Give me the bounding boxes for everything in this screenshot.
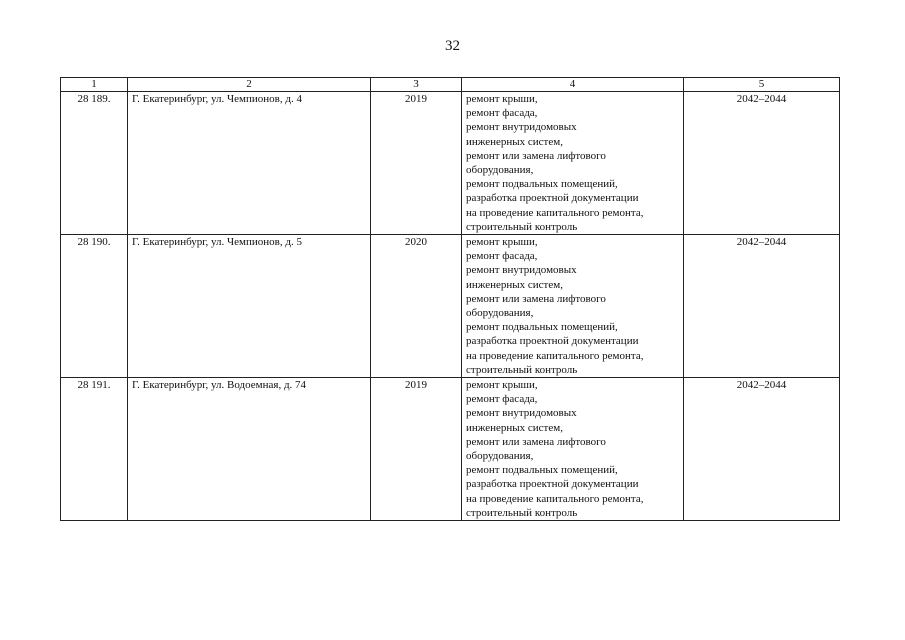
work-item: ремонт внутридомовых [466, 121, 577, 134]
work-item: оборудования, [466, 450, 534, 463]
commission-year: 2019 [371, 378, 462, 521]
repair-period: 2042–2044 [684, 235, 840, 378]
commission-year: 2019 [371, 92, 462, 235]
work-item: ремонт подвальных помещений, [466, 321, 618, 334]
work-item: строительный контроль [466, 506, 578, 519]
column-header-1: 1 [61, 78, 128, 92]
table-row [61, 235, 840, 378]
work-item: инженерных систем, [466, 135, 563, 148]
row-number: 28 190. [61, 235, 128, 378]
work-item: ремонт подвальных помещений, [466, 178, 618, 191]
column-header-4: 4 [462, 78, 684, 92]
building-address: Г. Екатеринбург, ул. Водоемная, д. 74 [128, 378, 371, 521]
work-item: ремонт крыши, [466, 379, 538, 392]
work-item: ремонт фасада, [466, 250, 538, 263]
work-item: на проведение капитального ремонта, [466, 349, 644, 362]
column-header-5: 5 [684, 78, 840, 92]
work-item: на проведение капитального ремонта, [466, 206, 644, 219]
row-number: 28 189. [61, 92, 128, 235]
column-header-3: 3 [371, 78, 462, 92]
repair-works [462, 235, 684, 378]
page-number: 32 [445, 38, 460, 54]
work-item: ремонт или замена лифтового [466, 292, 606, 305]
commission-year: 2020 [371, 235, 462, 378]
work-item: инженерных систем, [466, 421, 563, 434]
work-item: разработка проектной документации [466, 478, 639, 491]
work-item: ремонт фасада, [466, 107, 538, 120]
repair-schedule-table [60, 77, 840, 521]
repair-works [462, 378, 684, 521]
work-item: ремонт или замена лифтового [466, 435, 606, 448]
table-row [61, 378, 840, 521]
work-item: ремонт крыши, [466, 236, 538, 249]
work-item: ремонт внутридомовых [466, 264, 577, 277]
work-item: ремонт фасада, [466, 393, 538, 406]
work-item: строительный контроль [466, 363, 578, 376]
work-item: разработка проектной документации [466, 335, 639, 348]
work-item: оборудования, [466, 307, 534, 320]
work-item: разработка проектной документации [466, 192, 639, 205]
repair-period: 2042–2044 [684, 92, 840, 235]
work-item: ремонт внутридомовых [466, 407, 577, 420]
work-item: оборудования, [466, 164, 534, 177]
table-row [61, 92, 840, 235]
table-body [61, 92, 840, 521]
table-header [61, 78, 840, 92]
building-address: Г. Екатеринбург, ул. Чемпионов, д. 5 [128, 235, 371, 378]
repair-period: 2042–2044 [684, 378, 840, 521]
work-item: ремонт подвальных помещений, [466, 464, 618, 477]
work-item: строительный контроль [466, 220, 578, 233]
header-row [61, 78, 840, 92]
building-address: Г. Екатеринбург, ул. Чемпионов, д. 4 [128, 92, 371, 235]
work-item: инженерных систем, [466, 278, 563, 291]
work-item: ремонт крыши, [466, 93, 538, 105]
work-item: на проведение капитального ремонта, [466, 492, 644, 505]
row-number: 28 191. [61, 378, 128, 521]
column-header-2: 2 [128, 78, 371, 92]
work-item: ремонт или замена лифтового [466, 149, 606, 162]
repair-works [462, 92, 684, 235]
